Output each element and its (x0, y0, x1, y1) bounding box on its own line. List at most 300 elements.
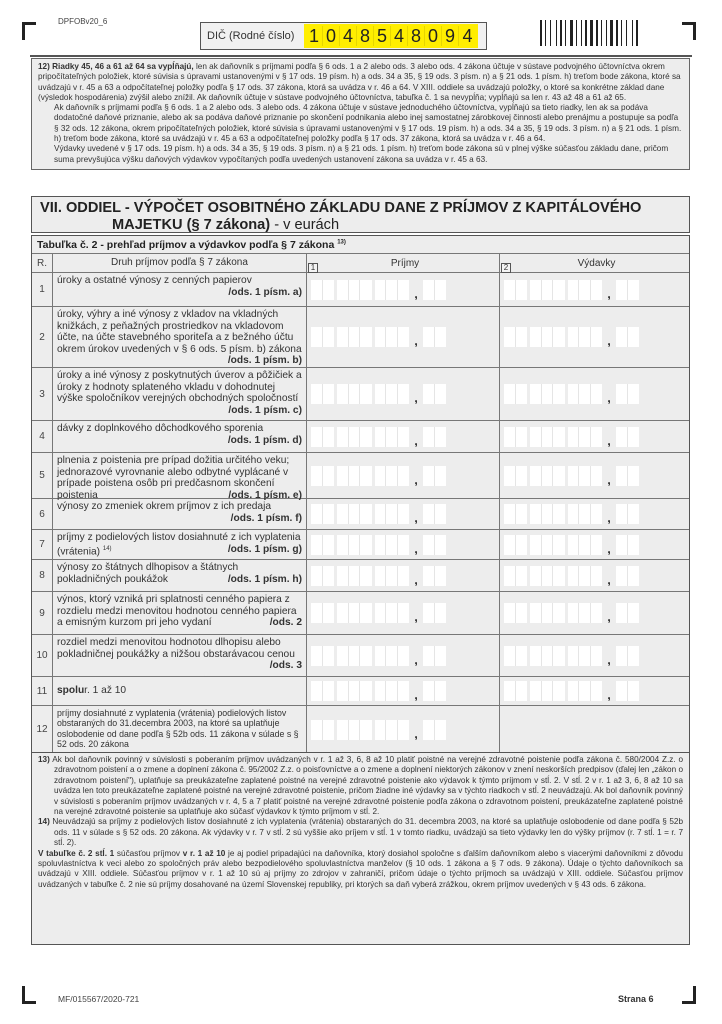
digit-group[interactable] (337, 466, 372, 486)
decimal-group[interactable] (423, 566, 446, 586)
digit-cell[interactable] (398, 504, 410, 524)
digit-cell[interactable] (386, 384, 398, 404)
decimal-cell[interactable] (423, 535, 435, 555)
digit-cell[interactable] (504, 535, 516, 555)
digit-group[interactable] (311, 681, 334, 701)
digit-cell[interactable] (375, 566, 387, 586)
digit-group[interactable] (311, 280, 334, 300)
digit-cell[interactable] (568, 427, 580, 447)
decimal-cell[interactable] (435, 504, 447, 524)
decimal-group[interactable] (423, 603, 446, 623)
digit-cell[interactable] (323, 327, 335, 347)
digit-cell[interactable] (375, 427, 387, 447)
digit-cell[interactable] (360, 280, 372, 300)
digit-cell[interactable] (337, 384, 349, 404)
digit-cell[interactable] (349, 427, 361, 447)
digit-group[interactable] (337, 646, 372, 666)
digit-group[interactable] (530, 327, 565, 347)
dic-digit[interactable]: 4 (462, 26, 473, 46)
digit-group[interactable] (311, 535, 334, 555)
decimal-cell[interactable] (435, 603, 447, 623)
digit-cell[interactable] (337, 280, 349, 300)
digit-group[interactable] (568, 603, 603, 623)
decimal-cell[interactable] (616, 427, 628, 447)
digit-cell[interactable] (386, 535, 398, 555)
decimal-cell[interactable] (628, 566, 640, 586)
digit-cell[interactable] (568, 681, 580, 701)
decimal-cell[interactable] (628, 646, 640, 666)
decimal-group[interactable] (423, 384, 446, 404)
digit-group[interactable] (530, 646, 565, 666)
decimal-cell[interactable] (628, 504, 640, 524)
decimal-cell[interactable] (616, 280, 628, 300)
decimal-group[interactable] (423, 327, 446, 347)
digit-group[interactable] (375, 327, 410, 347)
expenses-amount-input[interactable] (504, 681, 639, 701)
digit-cell[interactable] (349, 646, 361, 666)
digit-cell[interactable] (553, 327, 565, 347)
digit-group[interactable] (504, 566, 527, 586)
digit-group[interactable] (530, 504, 565, 524)
income-amount-input[interactable] (311, 384, 446, 404)
digit-cell[interactable] (568, 566, 580, 586)
dic-digit[interactable]: 8 (408, 26, 425, 46)
digit-cell[interactable] (398, 466, 410, 486)
digit-group[interactable] (504, 681, 527, 701)
dic-digit[interactable]: 0 (323, 26, 340, 46)
digit-cell[interactable] (553, 681, 565, 701)
income-amount-input[interactable] (311, 646, 446, 666)
digit-cell[interactable] (398, 603, 410, 623)
digit-cell[interactable] (375, 603, 387, 623)
digit-cell[interactable] (360, 504, 372, 524)
decimal-group[interactable] (616, 603, 639, 623)
digit-cell[interactable] (323, 720, 335, 740)
digit-cell[interactable] (349, 681, 361, 701)
decimal-group[interactable] (616, 681, 639, 701)
digit-group[interactable] (568, 384, 603, 404)
digit-group[interactable] (568, 681, 603, 701)
digit-cell[interactable] (311, 427, 323, 447)
digit-group[interactable] (504, 504, 527, 524)
digit-cell[interactable] (311, 646, 323, 666)
decimal-cell[interactable] (423, 603, 435, 623)
digit-cell[interactable] (516, 504, 528, 524)
decimal-cell[interactable] (616, 566, 628, 586)
digit-cell[interactable] (542, 504, 554, 524)
decimal-cell[interactable] (616, 466, 628, 486)
digit-cell[interactable] (398, 681, 410, 701)
decimal-cell[interactable] (423, 681, 435, 701)
digit-cell[interactable] (504, 280, 516, 300)
digit-cell[interactable] (516, 427, 528, 447)
digit-cell[interactable] (360, 603, 372, 623)
digit-cell[interactable] (542, 327, 554, 347)
decimal-group[interactable] (616, 535, 639, 555)
digit-cell[interactable] (568, 603, 580, 623)
digit-cell[interactable] (579, 681, 591, 701)
decimal-cell[interactable] (423, 466, 435, 486)
digit-cell[interactable] (337, 327, 349, 347)
digit-cell[interactable] (323, 504, 335, 524)
digit-cell[interactable] (530, 646, 542, 666)
decimal-group[interactable] (423, 681, 446, 701)
digit-cell[interactable] (542, 535, 554, 555)
expenses-amount-input[interactable] (504, 327, 639, 347)
income-amount-input[interactable] (311, 603, 446, 623)
digit-cell[interactable] (386, 720, 398, 740)
digit-group[interactable] (337, 535, 372, 555)
digit-cell[interactable] (591, 427, 603, 447)
dic-digit[interactable]: 1 (306, 26, 323, 46)
decimal-cell[interactable] (435, 466, 447, 486)
digit-cell[interactable] (542, 603, 554, 623)
digit-cell[interactable] (591, 280, 603, 300)
decimal-group[interactable] (616, 466, 639, 486)
decimal-group[interactable] (616, 646, 639, 666)
digit-cell[interactable] (386, 566, 398, 586)
digit-cell[interactable] (530, 535, 542, 555)
digit-group[interactable] (311, 466, 334, 486)
digit-group[interactable] (337, 327, 372, 347)
digit-group[interactable] (530, 280, 565, 300)
expenses-amount-input[interactable] (504, 603, 639, 623)
decimal-group[interactable] (423, 280, 446, 300)
digit-cell[interactable] (516, 646, 528, 666)
digit-cell[interactable] (375, 280, 387, 300)
digit-cell[interactable] (337, 646, 349, 666)
digit-cell[interactable] (553, 427, 565, 447)
digit-cell[interactable] (542, 466, 554, 486)
expenses-amount-input[interactable] (504, 646, 639, 666)
decimal-cell[interactable] (423, 280, 435, 300)
digit-group[interactable] (504, 535, 527, 555)
digit-cell[interactable] (360, 427, 372, 447)
digit-cell[interactable] (337, 720, 349, 740)
decimal-cell[interactable] (435, 327, 447, 347)
decimal-cell[interactable] (628, 327, 640, 347)
digit-cell[interactable] (579, 566, 591, 586)
digit-cell[interactable] (530, 327, 542, 347)
digit-group[interactable] (568, 646, 603, 666)
digit-cell[interactable] (349, 280, 361, 300)
digit-cell[interactable] (504, 603, 516, 623)
decimal-cell[interactable] (616, 327, 628, 347)
digit-group[interactable] (568, 280, 603, 300)
decimal-cell[interactable] (435, 566, 447, 586)
digit-group[interactable] (568, 535, 603, 555)
decimal-group[interactable] (423, 720, 446, 740)
digit-cell[interactable] (516, 384, 528, 404)
digit-cell[interactable] (311, 384, 323, 404)
digit-cell[interactable] (398, 384, 410, 404)
digit-group[interactable] (375, 566, 410, 586)
digit-group[interactable] (375, 535, 410, 555)
digit-cell[interactable] (504, 566, 516, 586)
digit-cell[interactable] (568, 466, 580, 486)
digit-cell[interactable] (530, 466, 542, 486)
digit-group[interactable] (337, 603, 372, 623)
digit-cell[interactable] (579, 466, 591, 486)
digit-cell[interactable] (568, 384, 580, 404)
digit-group[interactable] (375, 504, 410, 524)
decimal-cell[interactable] (628, 280, 640, 300)
digit-group[interactable] (568, 566, 603, 586)
digit-cell[interactable] (323, 603, 335, 623)
digit-cell[interactable] (323, 384, 335, 404)
digit-group[interactable] (530, 384, 565, 404)
decimal-group[interactable] (616, 280, 639, 300)
digit-group[interactable] (530, 681, 565, 701)
digit-cell[interactable] (591, 603, 603, 623)
digit-cell[interactable] (337, 603, 349, 623)
digit-cell[interactable] (542, 681, 554, 701)
digit-group[interactable] (337, 720, 372, 740)
digit-cell[interactable] (349, 535, 361, 555)
digit-cell[interactable] (398, 280, 410, 300)
digit-group[interactable] (311, 427, 334, 447)
digit-group[interactable] (568, 466, 603, 486)
decimal-group[interactable] (616, 327, 639, 347)
digit-cell[interactable] (360, 466, 372, 486)
decimal-group[interactable] (616, 504, 639, 524)
digit-cell[interactable] (323, 466, 335, 486)
decimal-group[interactable] (423, 466, 446, 486)
decimal-cell[interactable] (435, 681, 447, 701)
digit-cell[interactable] (553, 504, 565, 524)
digit-cell[interactable] (530, 427, 542, 447)
digit-group[interactable] (530, 603, 565, 623)
digit-cell[interactable] (349, 504, 361, 524)
digit-cell[interactable] (568, 535, 580, 555)
digit-cell[interactable] (591, 327, 603, 347)
digit-cell[interactable] (360, 566, 372, 586)
decimal-cell[interactable] (435, 720, 447, 740)
decimal-cell[interactable] (628, 535, 640, 555)
digit-cell[interactable] (568, 280, 580, 300)
digit-cell[interactable] (398, 327, 410, 347)
digit-cell[interactable] (386, 427, 398, 447)
digit-group[interactable] (337, 566, 372, 586)
digit-cell[interactable] (360, 646, 372, 666)
digit-group[interactable] (311, 646, 334, 666)
expenses-amount-input[interactable] (504, 427, 639, 447)
digit-group[interactable] (375, 384, 410, 404)
digit-cell[interactable] (337, 535, 349, 555)
digit-group[interactable] (375, 681, 410, 701)
digit-cell[interactable] (568, 327, 580, 347)
digit-group[interactable] (337, 384, 372, 404)
digit-cell[interactable] (311, 681, 323, 701)
decimal-cell[interactable] (628, 427, 640, 447)
decimal-cell[interactable] (616, 646, 628, 666)
dic-digit[interactable]: 9 (442, 26, 459, 46)
digit-cell[interactable] (504, 681, 516, 701)
digit-group[interactable] (375, 720, 410, 740)
digit-cell[interactable] (504, 466, 516, 486)
digit-cell[interactable] (360, 681, 372, 701)
digit-cell[interactable] (516, 466, 528, 486)
digit-cell[interactable] (579, 327, 591, 347)
decimal-group[interactable] (616, 384, 639, 404)
decimal-cell[interactable] (628, 384, 640, 404)
dic-digit[interactable]: 4 (340, 26, 357, 46)
expenses-amount-input[interactable] (504, 566, 639, 586)
digit-group[interactable] (504, 280, 527, 300)
digit-cell[interactable] (349, 566, 361, 586)
digit-cell[interactable] (386, 603, 398, 623)
digit-cell[interactable] (591, 504, 603, 524)
digit-cell[interactable] (323, 646, 335, 666)
decimal-cell[interactable] (628, 466, 640, 486)
decimal-cell[interactable] (423, 504, 435, 524)
digit-cell[interactable] (311, 504, 323, 524)
digit-cell[interactable] (591, 535, 603, 555)
dic-digit[interactable]: 5 (374, 26, 391, 46)
digit-group[interactable] (504, 427, 527, 447)
digit-cell[interactable] (579, 504, 591, 524)
digit-group[interactable] (337, 280, 372, 300)
digit-cell[interactable] (553, 646, 565, 666)
digit-group[interactable] (311, 603, 334, 623)
digit-cell[interactable] (311, 720, 323, 740)
digit-cell[interactable] (337, 566, 349, 586)
expenses-amount-input[interactable] (504, 466, 639, 486)
income-amount-input[interactable] (311, 327, 446, 347)
decimal-cell[interactable] (423, 646, 435, 666)
digit-group[interactable] (337, 427, 372, 447)
decimal-cell[interactable] (628, 603, 640, 623)
digit-cell[interactable] (553, 280, 565, 300)
digit-cell[interactable] (530, 566, 542, 586)
digit-cell[interactable] (349, 720, 361, 740)
digit-cell[interactable] (349, 384, 361, 404)
digit-cell[interactable] (375, 535, 387, 555)
digit-cell[interactable] (542, 280, 554, 300)
digit-cell[interactable] (375, 327, 387, 347)
decimal-cell[interactable] (435, 427, 447, 447)
decimal-cell[interactable] (616, 384, 628, 404)
digit-group[interactable] (375, 603, 410, 623)
digit-cell[interactable] (516, 566, 528, 586)
digit-cell[interactable] (516, 603, 528, 623)
digit-cell[interactable] (375, 646, 387, 666)
digit-cell[interactable] (360, 327, 372, 347)
digit-cell[interactable] (337, 504, 349, 524)
digit-cell[interactable] (591, 681, 603, 701)
digit-cell[interactable] (386, 280, 398, 300)
digit-cell[interactable] (386, 681, 398, 701)
decimal-cell[interactable] (423, 327, 435, 347)
digit-cell[interactable] (553, 535, 565, 555)
dic-digit[interactable]: 4 (391, 26, 408, 46)
digit-cell[interactable] (553, 384, 565, 404)
decimal-group[interactable] (616, 566, 639, 586)
dic-digit[interactable]: 0 (425, 26, 442, 46)
digit-cell[interactable] (504, 504, 516, 524)
decimal-cell[interactable] (423, 384, 435, 404)
digit-group[interactable] (530, 566, 565, 586)
digit-cell[interactable] (323, 535, 335, 555)
expenses-amount-input[interactable] (504, 280, 639, 300)
digit-cell[interactable] (504, 384, 516, 404)
digit-cell[interactable] (311, 466, 323, 486)
digit-cell[interactable] (323, 681, 335, 701)
digit-cell[interactable] (360, 720, 372, 740)
digit-cell[interactable] (311, 566, 323, 586)
digit-group[interactable] (504, 466, 527, 486)
decimal-group[interactable] (423, 535, 446, 555)
digit-cell[interactable] (542, 566, 554, 586)
digit-cell[interactable] (542, 646, 554, 666)
decimal-cell[interactable] (628, 681, 640, 701)
decimal-cell[interactable] (435, 280, 447, 300)
digit-cell[interactable] (504, 427, 516, 447)
digit-group[interactable] (530, 535, 565, 555)
decimal-cell[interactable] (435, 646, 447, 666)
digit-cell[interactable] (591, 646, 603, 666)
digit-cell[interactable] (530, 280, 542, 300)
digit-cell[interactable] (579, 603, 591, 623)
digit-cell[interactable] (337, 427, 349, 447)
expenses-amount-input[interactable] (504, 504, 639, 524)
digit-cell[interactable] (360, 535, 372, 555)
digit-group[interactable] (311, 720, 334, 740)
income-amount-input[interactable] (311, 280, 446, 300)
digit-group[interactable] (568, 504, 603, 524)
digit-cell[interactable] (579, 280, 591, 300)
digit-cell[interactable] (386, 646, 398, 666)
digit-cell[interactable] (386, 327, 398, 347)
digit-cell[interactable] (375, 720, 387, 740)
digit-cell[interactable] (516, 327, 528, 347)
digit-group[interactable] (504, 384, 527, 404)
digit-group[interactable] (504, 646, 527, 666)
digit-cell[interactable] (375, 384, 387, 404)
digit-cell[interactable] (542, 427, 554, 447)
decimal-group[interactable] (423, 504, 446, 524)
income-amount-input[interactable] (311, 504, 446, 524)
digit-cell[interactable] (530, 603, 542, 623)
digit-group[interactable] (311, 327, 334, 347)
digit-group[interactable] (337, 504, 372, 524)
digit-cell[interactable] (516, 681, 528, 701)
decimal-cell[interactable] (423, 566, 435, 586)
digit-group[interactable] (504, 603, 527, 623)
income-amount-input[interactable] (311, 466, 446, 486)
digit-cell[interactable] (386, 466, 398, 486)
digit-cell[interactable] (375, 466, 387, 486)
digit-group[interactable] (311, 384, 334, 404)
digit-group[interactable] (530, 466, 565, 486)
digit-cell[interactable] (516, 280, 528, 300)
decimal-cell[interactable] (423, 427, 435, 447)
digit-group[interactable] (375, 466, 410, 486)
decimal-group[interactable] (423, 646, 446, 666)
digit-group[interactable] (311, 566, 334, 586)
digit-cell[interactable] (337, 681, 349, 701)
digit-cell[interactable] (530, 384, 542, 404)
decimal-group[interactable] (616, 427, 639, 447)
decimal-cell[interactable] (616, 681, 628, 701)
digit-cell[interactable] (398, 566, 410, 586)
digit-cell[interactable] (375, 681, 387, 701)
digit-group[interactable] (375, 427, 410, 447)
income-amount-input[interactable] (311, 681, 446, 701)
digit-cell[interactable] (398, 427, 410, 447)
digit-group[interactable] (337, 681, 372, 701)
digit-cell[interactable] (311, 535, 323, 555)
